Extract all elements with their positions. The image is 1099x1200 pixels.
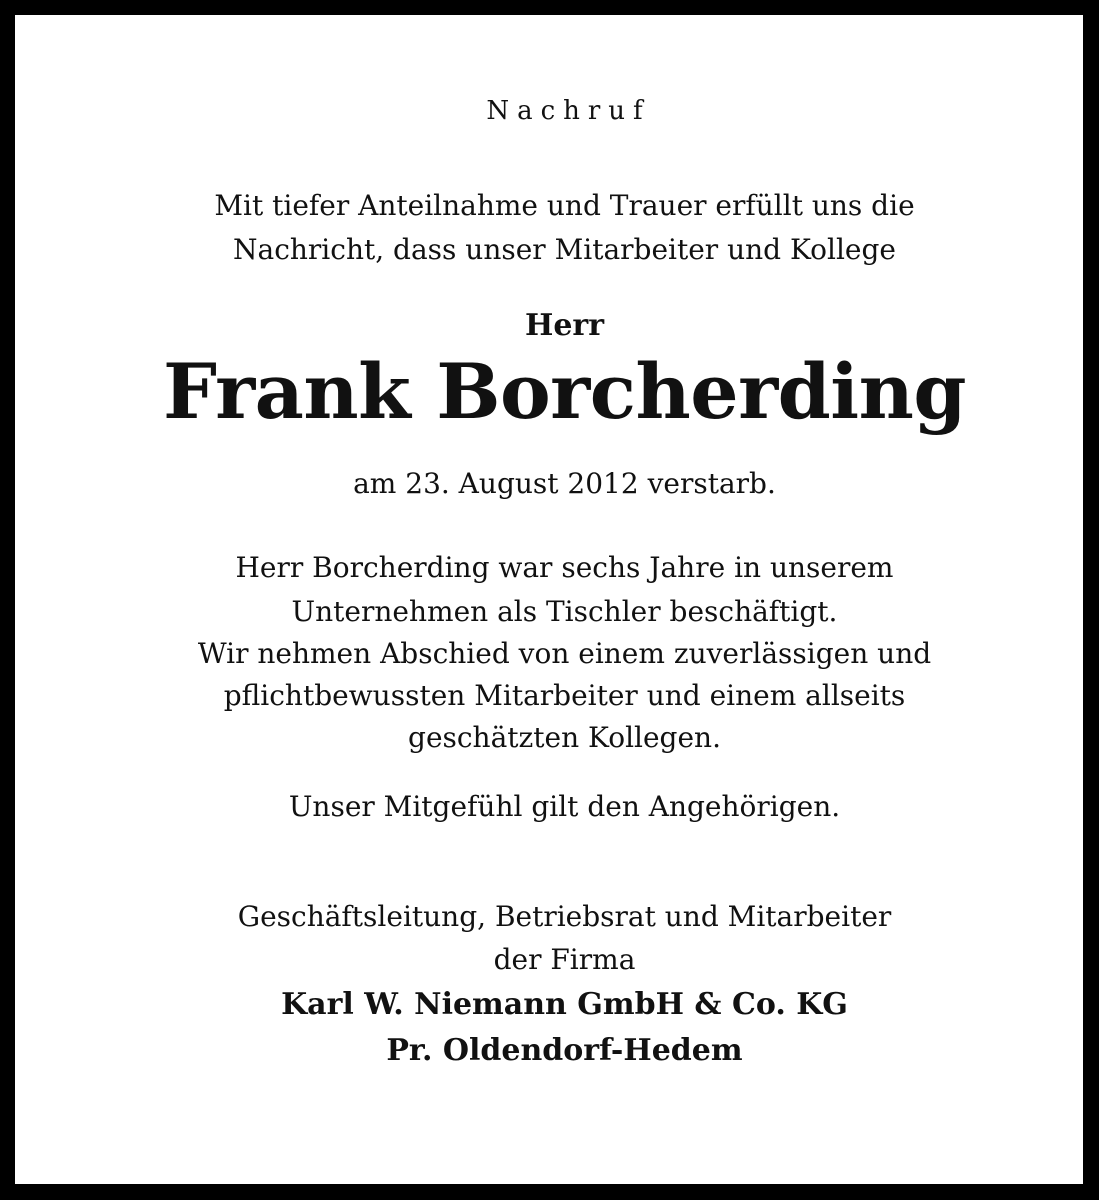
death-date-line: am 23. August 2012 verstarb.: [353, 467, 776, 500]
signature-line-1: Geschäftsleitung, Betriebsrat und Mitarbeiter: [237, 900, 892, 933]
salutation: Herr: [524, 308, 605, 343]
tribute-line-3: Wir nehmen Abschied von einem zuverlässigen und: [197, 637, 932, 670]
company-name: Karl W. Niemann GmbH & Co. KG: [281, 987, 848, 1022]
intro-line-2: Nachricht, dass unser Mitarbeiter und Kollege: [233, 233, 896, 266]
tribute-line-1: Herr Borcherding war sechs Jahre in unserem: [235, 551, 894, 584]
condolence-line: Unser Mitgefühl gilt den Angehörigen.: [288, 790, 841, 823]
deceased-name: Frank Borcherding: [162, 347, 967, 436]
company-location: Pr. Oldendorf-Hedem: [386, 1033, 743, 1068]
notice-heading: Nachruf: [486, 96, 651, 126]
tribute-line-2: Unternehmen als Tischler beschäftigt.: [291, 595, 838, 628]
tribute-line-4: pflichtbewussten Mitarbeiter und einem allseits: [223, 679, 906, 712]
tribute-line-5: geschätzten Kollegen.: [408, 721, 721, 754]
intro-line-1: Mit tiefer Anteilnahme und Trauer erfüllt uns die: [214, 189, 915, 222]
signature-line-2: der Firma: [493, 943, 636, 976]
